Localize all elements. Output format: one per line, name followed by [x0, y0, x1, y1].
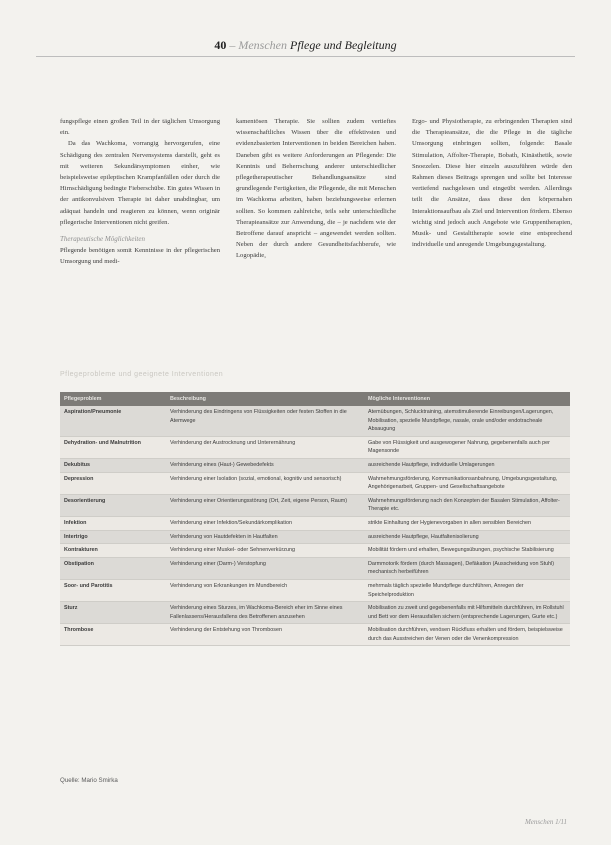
problem-cell: Infektion — [60, 516, 166, 530]
table-row — [60, 557, 570, 579]
table-row — [60, 494, 570, 516]
paragraph: Pflegende benötigen somit Kenntnisse in der pflegerischen Umsorgung und medi- — [60, 247, 220, 266]
table-source: Quelle: Mario Smirka — [60, 777, 118, 784]
table-title: Pflegeprobleme und geeignete Interventionen — [60, 371, 224, 378]
paragraph: Ergo- und Physiotherapie, zu erbringenden Therapien sind die Therapieansätze, die die Pflege in die tägliche Umsorgung einbringen sollten, folgende: Basale Stimulation, Affolter-Therapie, Bobath, Kinästhetik, sowie Snoezelen. Diese hier einzeln auszuführen würde den Rahmen dieses Beitrags sprengen und sollte bei Interesse vertiefend nachgelesen und eingeübt werden. Allerdings teilt die Ansätze, dass diese den körpernahen Interaktionsaufbau als Ziel und Intervention fördern. Ebenso wichtig sind jedoch auch Angebote wie Gruppentherapien, Musik- und Gestalttherapie sowie eine entsprechend individuelle und anregende Umgebungsgestaltung. — [412, 118, 572, 249]
problem-cell: Aspiration/Pneumonie — [60, 406, 166, 436]
table-row — [60, 406, 570, 436]
description-cell: Verhinderung des Eindringens von Flüssigkeiten oder festen Stoffen in die Atemwege — [166, 406, 364, 436]
description-cell: Verhinderung einer (Darm-) Verstopfung — [166, 557, 364, 579]
intervention-cell: Gabe von Flüssigkeit und ausgewogener Nahrung, gegebenenfalls auch per Magensonde — [364, 436, 570, 458]
running-head — [0, 38, 611, 53]
intervention-cell: mehrmals täglich spezielle Mundpflege durchführen, Anregen der Speichelproduktion — [364, 579, 570, 601]
page-footer: Menschen 1/11 — [524, 818, 567, 826]
page-number: 40 — [214, 38, 227, 52]
column-header: Pflegeproblem — [60, 392, 166, 406]
column-3 — [412, 116, 572, 268]
intervention-cell: Atemübungen, Schlucktraining, atemstimulierende Einreibungen/Lagerungen, Mobilisation, spezielle Mundpflege, nasale, orale und/oder endotracheale Absaugung — [364, 406, 570, 436]
table-row — [60, 472, 570, 494]
description-cell: Verhinderung eines (Haut-) Gewebedefekts — [166, 458, 364, 472]
description-cell: Verhinderung einer Orientierungsstörung (Ort, Zeit, eigene Person, Raum) — [166, 494, 364, 516]
intervention-cell: Mobilisation zu zweit und gegebenenfalls mit Hilfsmitteln durchführen, im Rollstuhl und Bett vor dem Herausfallen sichern (entsprechende Lagerungen, Gurte etc.) — [364, 602, 570, 624]
table-row — [60, 544, 570, 558]
subheading: Therapeutische Möglichkeiten — [60, 235, 145, 244]
table-row — [60, 602, 570, 624]
intervention-cell: Wahrnehmungsförderung nach den Konzepten der Basalen Stimulation, Affolter-Therapie etc. — [364, 494, 570, 516]
problem-cell: Sturz — [60, 602, 166, 624]
intervention-cell: strikte Einhaltung der Hygienevorgaben in allen sensiblen Bereichen — [364, 516, 570, 530]
description-cell: Verhinderung einer Muskel- oder Sehnenverkürzung — [166, 544, 364, 558]
section-name: Menschen — [238, 38, 287, 52]
table-row — [60, 516, 570, 530]
problem-cell: Thrombose — [60, 624, 166, 646]
description-cell: Verhinderung der Entstehung von Thrombosen — [166, 624, 364, 646]
paragraph: kamentösen Therapie. Sie sollten zudem vertieftes wissenschaftliches Wissen über die effektivsten und evidenzbasierten Interventionen in beiden Bereichen haben. Daneben gibt es weitere Anforderungen an Pflegende: Die Kenntnis und Beherrschung anderer unterschiedlicher pflegetherapeutischer Behandlungsansätze sind grundlegende Fertigkeiten, die Pflegende, die mit Menschen im Wachkoma arbeiten, haben beziehungsweise erlernen sollten. So kommen zahlreiche, teils sehr unterschiedliche Therapieansätze zur Anwendung, die – je nachdem wie der Betroffene darauf anspricht – angewendet werden sollten. Neben der durch andere Gesundheitsfachberufe, wie Logopädie, — [236, 118, 396, 260]
table-row — [60, 458, 570, 472]
intervention-cell: Mobilisation durchführen, venösen Rückfluss erhalten und fördern, beispielsweise durch das Ausstreichen der Venen oder die Venenkompression — [364, 624, 570, 646]
problem-cell: Desorientierung — [60, 494, 166, 516]
article-title: Pflege und Begleitung — [290, 38, 397, 52]
problem-cell: Obstipation — [60, 557, 166, 579]
problem-cell: Kontrakturen — [60, 544, 166, 558]
column-header: Beschreibung — [166, 392, 364, 406]
table-row — [60, 579, 570, 601]
body-columns — [60, 116, 572, 268]
description-cell: Verhinderung einer Infektion/Sekundärkomplikation — [166, 516, 364, 530]
column-1 — [60, 116, 220, 268]
problem-cell: Depression — [60, 472, 166, 494]
description-cell: Verhinderung eines Sturzes, im Wachkoma-Bereich eher im Sinne eines Fallenlassens/Herausfallens des Betroffenen anzusehen — [166, 602, 364, 624]
problem-cell: Dekubitus — [60, 458, 166, 472]
intervention-cell: ausreichende Hautpflege, individuelle Umlagerungen — [364, 458, 570, 472]
table-header-row — [60, 392, 570, 406]
care-table — [60, 392, 570, 646]
table-row — [60, 530, 570, 544]
column-2 — [236, 116, 396, 268]
intervention-cell: Darmmotorik fördern (durch Massagen), Defäkation (Ausscheidung von Stuhl) mechanisch herbeiführen — [364, 557, 570, 579]
description-cell: Verhinderung einer Isolation (sozial, emotional, kognitiv und sensorisch) — [166, 472, 364, 494]
description-cell: Verhinderung der Austrocknung und Unterernährung — [166, 436, 364, 458]
problem-cell: Dehydration- und Malnutrition — [60, 436, 166, 458]
paragraph: fungspflege einen großen Teil in der täglichen Umsorgung ein. — [60, 118, 220, 137]
paragraph: Da das Wachkoma, vorrangig hervorgerufen, eine Schädigung des zentralen Nervensystems darstellt, geht es mit weiteren Sekundärsymptomen einher, wie beispielsweise epileptischen Krampfanfällen oder durch die Hirnschädigung bedingte Fieberschübe. Ein gutes Wissen in der antikonvulsiven Therapie ist daher unabdingbar, um adäquat handeln und reagieren zu können, wenn originär pflegerische Interventionen nicht greifen. — [60, 140, 220, 226]
description-cell: Verhinderung von Erkrankungen im Mundbereich — [166, 579, 364, 601]
intervention-cell: Mobilität fördern und erhalten, Bewegungsübungen, psychische Stabilisierung — [364, 544, 570, 558]
header-rule — [36, 56, 575, 57]
problem-cell: Soor- und Parotitis — [60, 579, 166, 601]
column-header: Mögliche Interventionen — [364, 392, 570, 406]
problem-cell: Intertrigo — [60, 530, 166, 544]
table-row — [60, 436, 570, 458]
intervention-cell: ausreichende Hautpflege, Hautfaltenisolierung — [364, 530, 570, 544]
header-dash: – — [229, 38, 236, 52]
intervention-cell: Wahrnehmungsförderung, Kommunikationsanbahnung, Umgebungsgestaltung, Angehörigenarbeit, Gruppen- und Gesellschaftsangebote — [364, 472, 570, 494]
table-row — [60, 624, 570, 646]
description-cell: Verhinderung von Hautdefekten in Hautfalten — [166, 530, 364, 544]
